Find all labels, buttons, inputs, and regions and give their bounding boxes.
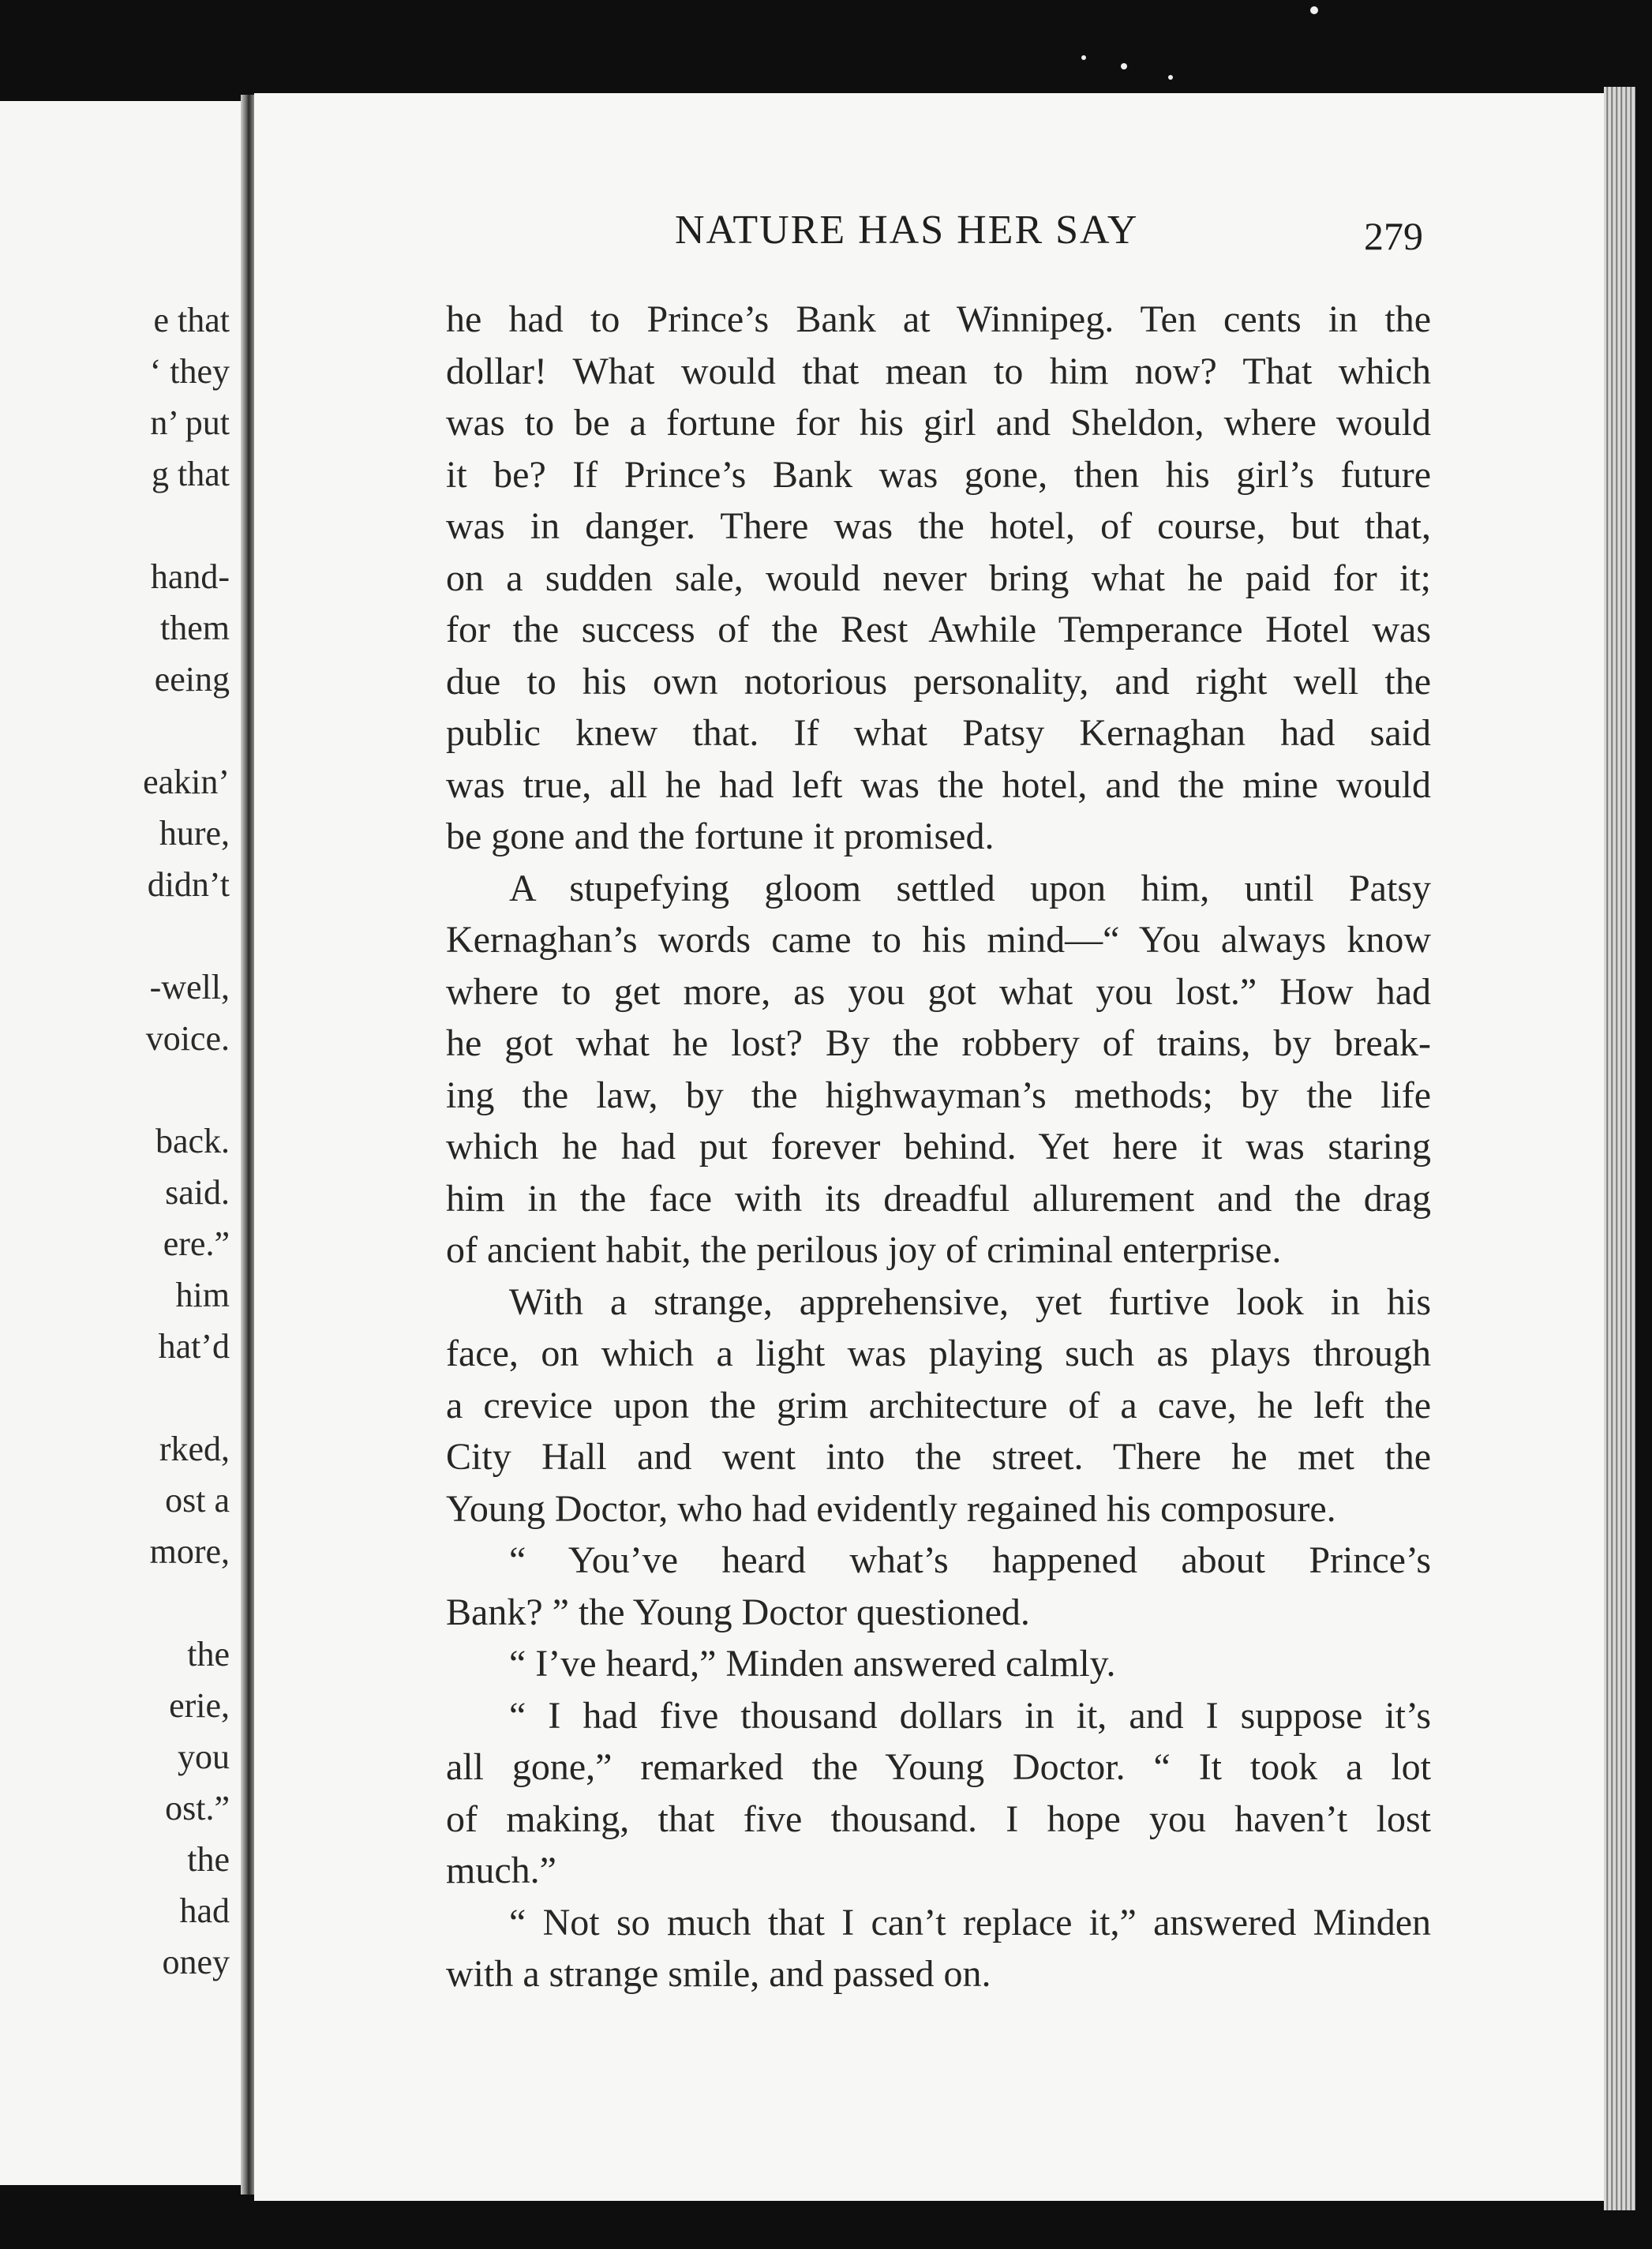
left-fragment: oney [162, 1943, 230, 1981]
left-fragment: hat’d [158, 1327, 230, 1366]
scan-speck [1081, 55, 1086, 60]
text-line: was to be a fortune for his girl and Sheldon, where would [446, 402, 1431, 444]
left-fragment: eeing [154, 660, 230, 699]
text-line: public knew that. If what Patsy Kernaghan had said [446, 712, 1431, 754]
text-line: on a sudden sale, would never bring what he paid for it; [446, 557, 1431, 599]
text-line: With a strange, apprehensive, yet furtive look in his [509, 1280, 1431, 1323]
page-number: 279 [1364, 214, 1423, 258]
text-line: Kernaghan’s words came to his mind—“ You always know [446, 919, 1431, 961]
text-line: of making, that five thousand. I hope you haven’t lost [446, 1797, 1431, 1840]
left-fragment: erie, [169, 1686, 230, 1725]
text-line: ing the law, by the highwayman’s methods; by the life [446, 1074, 1431, 1116]
left-fragment: the [187, 1635, 230, 1674]
text-line: “ You’ve heard what’s happened about Prince’s [509, 1539, 1431, 1581]
text-line: “ I had five thousand dollars in it, and I suppose it’s [509, 1694, 1431, 1737]
text-line: Bank? ” the Young Doctor questioned. [446, 1591, 1030, 1633]
running-head: NATURE HAS HER SAY [675, 208, 1139, 253]
text-line: it be? If Prince’s Bank was gone, then his girl’s future [446, 453, 1431, 496]
body-text [446, 294, 1431, 2000]
text-line: was in danger. There was the hotel, of course, but that, [446, 505, 1431, 547]
text-line: City Hall and went into the street. There he met the [446, 1436, 1431, 1478]
text-line: him in the face with its dreadful allurement and the drag [446, 1177, 1431, 1220]
left-fragment: e that [153, 301, 230, 339]
left-fragment: -well, [149, 968, 230, 1006]
left-fragment: didn’t [147, 865, 230, 904]
left-fragment: ere.” [163, 1224, 230, 1263]
left-fragment: g that [152, 455, 230, 493]
left-fragment: voice. [145, 1019, 230, 1058]
text-line: was true, all he had left was the hotel, and the mine would [446, 763, 1431, 806]
left-fragment: them [160, 609, 230, 647]
text-line: “ Not so much that I can’t replace it,” answered Minden [509, 1901, 1431, 1944]
left-fragment: more, [149, 1532, 230, 1571]
text-line: he got what he lost? By the robbery of trains, by break- [446, 1022, 1431, 1064]
left-fragment: hure, [159, 814, 230, 853]
left-fragment: had [179, 1891, 230, 1930]
scan-speck [1310, 6, 1318, 14]
text-line: for the success of the Rest Awhile Temperance Hotel was [446, 609, 1431, 650]
left-fragment: ‘ they [149, 352, 230, 391]
left-fragment: him [175, 1276, 230, 1314]
left-fragment: eakin’ [143, 763, 230, 801]
text-line: A stupefying gloom settled upon him, until Patsy [509, 867, 1431, 909]
left-fragment: n’ put [150, 403, 230, 442]
text-line: face, on which a light was playing such as plays through [446, 1333, 1431, 1374]
text-line: of ancient habit, the perilous joy of criminal enterprise. [446, 1229, 1282, 1271]
left-fragment: rked, [159, 1430, 230, 1468]
left-fragment: the [187, 1840, 230, 1879]
text-line: Young Doctor, who had evidently regained his composure. [446, 1487, 1336, 1530]
left-fragment: ost a [165, 1481, 230, 1520]
text-line: due to his own notorious personality, and right well the [446, 660, 1431, 703]
left-facing-page [0, 101, 241, 2185]
left-fragment: said. [165, 1173, 230, 1212]
text-line: much.” [446, 1850, 556, 1891]
text-line: which he had put forever behind. Yet here it was staring [446, 1126, 1431, 1168]
left-fragment: you [178, 1737, 230, 1776]
scan-speck [1121, 63, 1127, 69]
left-fragment: ost.” [165, 1789, 230, 1827]
text-line: a crevice upon the grim architecture of a cave, he left the [446, 1384, 1431, 1426]
scan-speck [1168, 75, 1173, 80]
text-line: with a strange smile, and passed on. [446, 1953, 991, 1995]
text-line: he had to Prince’s Bank at Winnipeg. Ten cents in the [446, 298, 1431, 340]
text-line: be gone and the fortune it promised. [446, 815, 995, 857]
page-edge [1604, 87, 1635, 2210]
text-line: dollar! What would that mean to him now? That which [446, 350, 1431, 392]
book-gutter [241, 95, 254, 2195]
text-line: “ I’ve heard,” Minden answered calmly. [509, 1643, 1116, 1685]
left-fragment: back. [155, 1122, 230, 1160]
text-line: all gone,” remarked the Young Doctor. “ It took a lot [446, 1746, 1431, 1788]
text-line: where to get more, as you got what you lost.” How had [446, 970, 1431, 1013]
left-fragment: hand- [150, 557, 230, 596]
